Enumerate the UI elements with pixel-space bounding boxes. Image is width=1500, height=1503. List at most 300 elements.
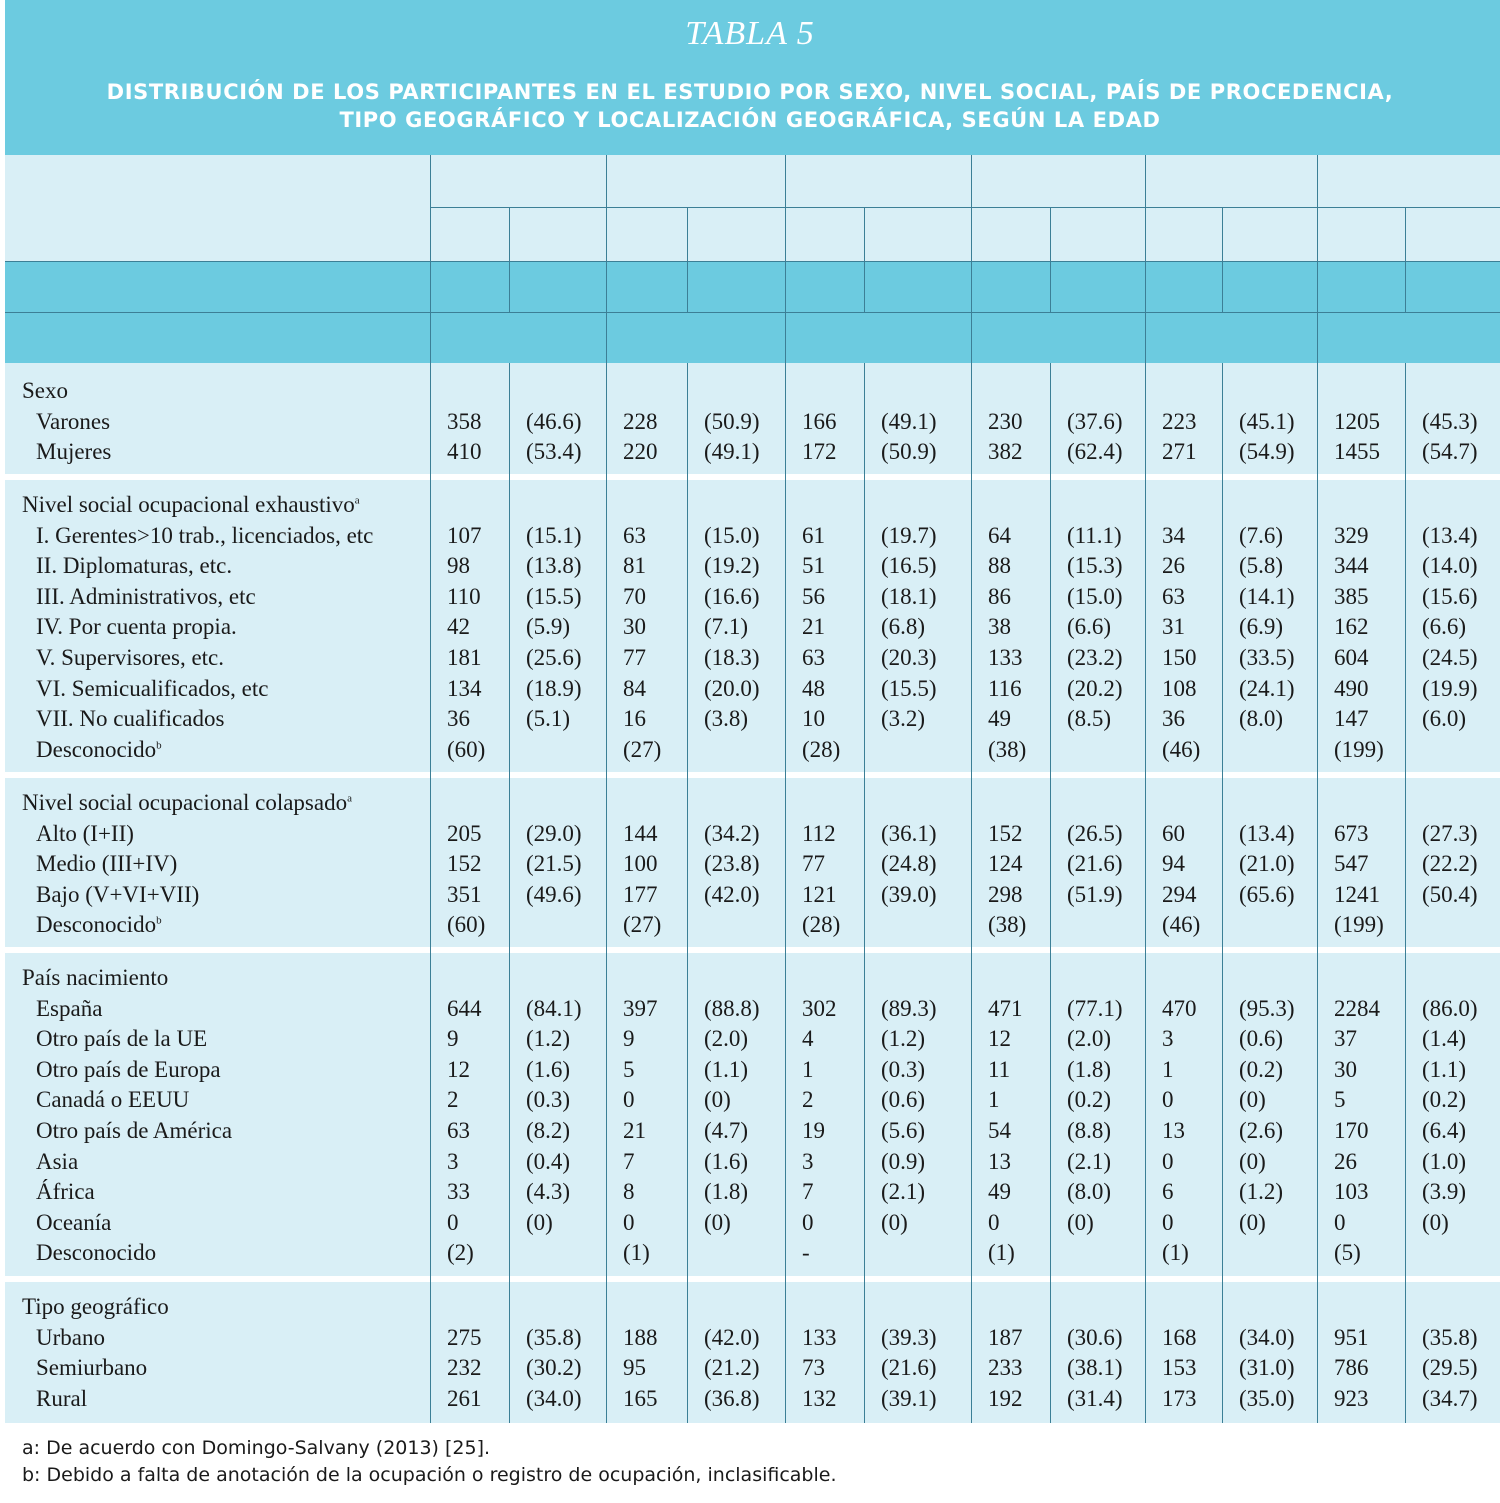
cell-pct: (8.8)	[1067, 1118, 1112, 1143]
cell-n: 188	[623, 1324, 658, 1350]
row-label	[36, 1024, 207, 1054]
cell-pct: (0.3)	[526, 1087, 571, 1113]
rule-inner-2	[687, 207, 688, 312]
footnote-marker: b	[156, 739, 162, 752]
rule-inner-3	[864, 207, 865, 312]
cell-pct: (34.0)	[526, 1385, 582, 1411]
cell-pct: (46.6)	[526, 408, 582, 434]
cell-n: 11	[988, 1056, 1011, 1082]
row-label-text: Mujeres	[36, 439, 112, 465]
cell-pct: (1.6)	[526, 1056, 571, 1082]
cell-n: (1)	[1162, 1240, 1189, 1266]
rule-group-header	[430, 207, 1500, 208]
cell-n: (27)	[623, 736, 662, 762]
cell-pct: (1.0)	[1422, 1148, 1467, 1174]
table-title	[0, 78, 1500, 134]
cell-pct: (42.0)	[704, 881, 760, 907]
cell-n: 8	[623, 1179, 635, 1205]
cell-pct: (29.5)	[1422, 1355, 1478, 1381]
cell-n: 170	[1334, 1118, 1369, 1143]
cell-pct: (19.7)	[881, 522, 937, 548]
rule-group-6	[1317, 155, 1318, 1423]
cell-n: 98	[447, 553, 470, 579]
cell-pct: (39.0)	[881, 881, 937, 907]
cell-n: 470	[1162, 995, 1197, 1021]
cell-n: 1241	[1334, 881, 1380, 907]
cell-pct: (2.0)	[704, 1026, 749, 1052]
cell-pct: (0)	[1239, 1148, 1266, 1174]
cell-n: 110	[447, 583, 481, 609]
rule-inner-1	[509, 207, 510, 312]
cell-n: 230	[988, 408, 1023, 434]
cell-n: (5)	[1334, 1240, 1361, 1266]
cell-n: 1	[988, 1087, 1000, 1113]
cell-n: 351	[447, 881, 482, 907]
cell-n: 19	[802, 1118, 825, 1143]
cell-n: 547	[1334, 851, 1369, 877]
cell-pct: (7.6)	[1239, 522, 1284, 548]
table-title-line-2: TIPO GEOGRÁFICO Y LOCALIZACIÓN GEOGRÁFICA, SEGÚN LA EDAD	[339, 108, 1161, 132]
cell-pct: (14.1)	[1239, 583, 1295, 609]
cell-n: 261	[447, 1385, 482, 1411]
row-label	[36, 1177, 95, 1207]
cell-n: 173	[1162, 1385, 1197, 1411]
cell-n: 1205	[1334, 408, 1380, 434]
cell-n: 63	[802, 645, 825, 670]
cell-n: 103	[1334, 1179, 1369, 1205]
cell-n: 5	[623, 1056, 635, 1082]
cell-pct: (95.3)	[1239, 995, 1295, 1021]
cell-n: 205	[447, 820, 482, 846]
rule-inner-5	[1222, 207, 1223, 312]
cell-pct: (23.2)	[1067, 645, 1123, 670]
rule-group-2	[606, 155, 607, 1423]
cell-pct: (15.0)	[704, 522, 760, 548]
row-label-text: Rural	[36, 1385, 88, 1411]
rule-inner-body-2	[687, 363, 688, 1423]
cell-n: 152	[447, 851, 482, 877]
row-label-text: Otro país de Europa	[36, 1056, 221, 1082]
row-label-text: Otro país de América	[36, 1118, 233, 1143]
cell-n: 77	[623, 645, 646, 670]
cell-n: 490	[1334, 675, 1369, 701]
cell-n: 12	[447, 1056, 470, 1082]
cell-pct: (88.8)	[704, 995, 760, 1021]
footnote-marker: a	[347, 792, 352, 805]
cell-pct: (0.2)	[1422, 1087, 1467, 1113]
cell-n: 12	[988, 1026, 1011, 1052]
cell-pct: (8.2)	[526, 1118, 571, 1143]
cell-n: 0	[623, 1087, 635, 1113]
cell-n: 150	[1162, 645, 1197, 670]
row-label-text: VII. No cualificados	[36, 706, 225, 732]
cell-n: 73	[802, 1355, 825, 1381]
cell-pct: (24.8)	[881, 851, 937, 877]
cell-pct: (5.1)	[526, 706, 571, 732]
cell-pct: (0.9)	[881, 1148, 926, 1174]
row-label	[36, 643, 224, 673]
cell-pct: (33.5)	[1239, 645, 1295, 670]
section-separator-3	[5, 947, 1500, 953]
cell-n: 4	[802, 1026, 814, 1052]
cell-pct: (8.0)	[1239, 706, 1284, 732]
cell-pct: (21.5)	[526, 851, 582, 877]
section-title-text: Sexo	[22, 378, 68, 403]
section-separator-1	[5, 474, 1500, 480]
row-label-text: Semiurbano	[36, 1355, 148, 1381]
cell-pct: (49.6)	[526, 881, 582, 907]
row-label	[36, 1238, 156, 1268]
cell-pct: (6.4)	[1422, 1118, 1467, 1143]
row-label	[36, 1147, 78, 1177]
cell-n: 187	[988, 1324, 1023, 1350]
cell-n: (38)	[988, 912, 1027, 938]
section-title	[22, 376, 68, 406]
cell-n: 3	[447, 1148, 459, 1174]
cell-n: 84	[623, 675, 646, 701]
cell-n: 1	[1162, 1056, 1174, 1082]
cell-n: 107	[447, 522, 482, 548]
cell-pct: (8.0)	[1067, 1179, 1112, 1205]
cell-n: 673	[1334, 820, 1369, 846]
cell-n: 95	[623, 1355, 646, 1381]
cell-pct: (13.4)	[1239, 820, 1295, 846]
cell-pct: (84.1)	[526, 995, 582, 1021]
cell-n: 382	[988, 439, 1023, 465]
cell-n: 48	[802, 675, 825, 701]
cell-n: 10	[802, 706, 825, 732]
cell-n: 133	[802, 1324, 837, 1350]
cell-pct: (5.8)	[1239, 553, 1284, 579]
cell-pct: (1.2)	[526, 1026, 571, 1052]
cell-n: 36	[1162, 706, 1185, 732]
cell-n: 49	[988, 1179, 1011, 1205]
cell-n: 471	[988, 995, 1023, 1021]
rule-todos	[5, 312, 1500, 313]
cell-pct: (51.9)	[1067, 881, 1123, 907]
cell-n: 116	[988, 675, 1022, 701]
cell-pct: (26.5)	[1067, 820, 1123, 846]
rule-inner-body-3	[864, 363, 865, 1423]
cell-n: (1)	[623, 1240, 650, 1266]
row-label	[36, 551, 232, 581]
cell-pct: (34.7)	[1422, 1385, 1478, 1411]
cell-n: 302	[802, 995, 837, 1021]
row-label-text: Alto (I+II)	[36, 820, 134, 846]
cell-pct: (50.9)	[881, 439, 937, 465]
row-label-text: III. Administrativos, etc	[36, 583, 256, 609]
cell-pct: (19.9)	[1422, 675, 1478, 701]
cell-pct: (54.7)	[1422, 439, 1478, 465]
cell-pct: (1.8)	[1067, 1056, 1112, 1082]
cell-n: 0	[988, 1209, 1000, 1235]
cell-pct: (3.2)	[881, 706, 926, 732]
cell-n: 223	[1162, 408, 1197, 434]
cell-pct: (2.1)	[1067, 1148, 1112, 1174]
cell-pct: (20.0)	[704, 675, 760, 701]
cell-n: 54	[988, 1118, 1011, 1143]
row-label-text: Otro país de la UE	[36, 1026, 208, 1052]
rule-group-3	[785, 155, 786, 1423]
cell-n: 165	[623, 1385, 658, 1411]
cell-n: 9	[623, 1026, 635, 1052]
cell-n: (28)	[802, 736, 841, 762]
row-label	[36, 674, 268, 704]
cell-pct: (21.6)	[881, 1355, 937, 1381]
cell-n: 2	[802, 1087, 814, 1113]
cell-n: 51	[802, 553, 825, 579]
rule-label-column	[430, 155, 431, 1423]
row-label-text: Medio (III+IV)	[36, 851, 178, 877]
cell-pct: (2.0)	[1067, 1026, 1112, 1052]
row-label-text: IV. Por cuenta propia.	[36, 614, 237, 640]
cell-n: 36	[447, 706, 470, 732]
cell-pct: (18.9)	[526, 675, 582, 701]
cell-n: (46)	[1162, 912, 1201, 938]
cell-n: 108	[1162, 675, 1197, 701]
cell-n: 6	[1162, 1179, 1174, 1205]
cell-pct: (25.6)	[526, 645, 582, 670]
cell-pct: (0)	[526, 1209, 553, 1235]
row-label	[36, 582, 256, 612]
cell-pct: (20.2)	[1067, 675, 1123, 701]
cell-pct: (20.3)	[881, 645, 937, 670]
cell-pct: (21.0)	[1239, 851, 1295, 877]
cell-n: 153	[1162, 1355, 1197, 1381]
footnote-marker: a	[354, 494, 360, 507]
cell-pct: (39.1)	[881, 1385, 937, 1411]
cell-n: 0	[1162, 1209, 1174, 1235]
cell-n: (60)	[447, 736, 486, 762]
cell-n: 166	[802, 408, 837, 434]
cell-pct: (0)	[704, 1209, 731, 1235]
cell-pct: (6.6)	[1422, 614, 1467, 640]
cell-n: 0	[1162, 1087, 1174, 1113]
row-label	[36, 612, 237, 642]
rule-group-4	[971, 155, 972, 1423]
cell-n: 181	[447, 645, 482, 670]
cell-n: 56	[802, 583, 825, 609]
cell-n: (1)	[988, 1240, 1015, 1266]
cell-pct: (49.1)	[704, 439, 760, 465]
cell-pct: (7.1)	[704, 614, 749, 640]
row-label-text: Urbano	[36, 1324, 105, 1350]
row-label-text: Asia	[36, 1148, 79, 1174]
footnote-marker: b	[156, 914, 162, 927]
cell-pct: (11.1)	[1067, 522, 1122, 548]
cell-n: 232	[447, 1355, 482, 1381]
cell-pct: (4.3)	[526, 1179, 571, 1205]
row-label-text: Desconocido	[36, 912, 157, 938]
section-separator-4	[5, 1276, 1500, 1282]
cell-n: 49	[988, 706, 1011, 732]
cell-n: 88	[988, 553, 1011, 579]
cell-n: 2	[447, 1087, 459, 1113]
cell-n: 192	[988, 1385, 1023, 1411]
cell-n: 220	[623, 439, 658, 465]
cell-pct: (15.5)	[526, 583, 582, 609]
cell-pct: (21.2)	[704, 1355, 760, 1381]
cell-pct: (0)	[1239, 1087, 1266, 1113]
cell-pct: (16.6)	[704, 583, 760, 609]
cell-n: 786	[1334, 1355, 1369, 1381]
cell-n: (2)	[447, 1240, 474, 1266]
cell-n: (28)	[802, 912, 841, 938]
cell-pct: (6.8)	[881, 614, 926, 640]
cell-pct: (35.0)	[1239, 1385, 1295, 1411]
cell-pct: (45.1)	[1239, 408, 1295, 434]
cell-pct: (3.9)	[1422, 1179, 1467, 1205]
row-label	[36, 1085, 189, 1115]
cell-n: 124	[988, 851, 1023, 877]
row-label-text: Desconocido	[36, 736, 157, 762]
cell-pct: (1.4)	[1422, 1026, 1467, 1052]
row-label-text: Desconocido	[36, 1240, 157, 1266]
cell-pct: (0)	[1239, 1209, 1266, 1235]
cell-pct: (35.8)	[526, 1324, 582, 1350]
cell-n: -	[802, 1240, 810, 1266]
cell-n: 70	[623, 583, 646, 609]
cell-n: 344	[1334, 553, 1369, 579]
cell-pct: (86.0)	[1422, 995, 1478, 1021]
cell-pct: (54.9)	[1239, 439, 1295, 465]
cell-pct: (45.3)	[1422, 408, 1478, 434]
cell-n: 31	[1162, 614, 1185, 640]
cell-n: 298	[988, 881, 1023, 907]
cell-pct: (37.6)	[1067, 408, 1123, 434]
cell-pct: (0.6)	[1239, 1026, 1284, 1052]
rule-inner-body-6	[1405, 363, 1406, 1423]
cell-pct: (0.2)	[1067, 1087, 1112, 1113]
cell-pct: (50.9)	[704, 408, 760, 434]
row-label	[36, 437, 111, 467]
cell-n: 410	[447, 439, 482, 465]
cell-n: 30	[623, 614, 646, 640]
cell-pct: (15.5)	[881, 675, 937, 701]
cell-pct: (1.1)	[704, 1056, 749, 1082]
cell-n: 3	[802, 1148, 814, 1174]
cell-pct: (89.3)	[881, 995, 937, 1021]
cell-n: 144	[623, 820, 658, 846]
cell-n: 121	[802, 881, 837, 907]
rule-group-5	[1145, 155, 1146, 1423]
cell-pct: (24.1)	[1239, 675, 1295, 701]
cell-pct: (18.1)	[881, 583, 937, 609]
cell-pct: (14.0)	[1422, 553, 1478, 579]
cell-pct: (2.6)	[1239, 1118, 1284, 1143]
cell-pct: (38.1)	[1067, 1355, 1123, 1381]
cell-n: 81	[623, 553, 646, 579]
cell-n: 9	[447, 1026, 459, 1052]
cell-pct: (30.2)	[526, 1355, 582, 1381]
cell-pct: (0)	[1422, 1209, 1449, 1235]
cell-n: 21	[623, 1118, 646, 1143]
footnote-1: a: De acuerdo con Domingo-Salvany (2013) [25].	[22, 1437, 491, 1459]
cell-pct: (22.2)	[1422, 851, 1478, 877]
cell-pct: (13.4)	[1422, 522, 1478, 548]
cell-n: 0	[802, 1209, 814, 1235]
cell-n: 275	[447, 1324, 482, 1350]
row-label	[36, 1116, 232, 1146]
cell-pct: (36.8)	[704, 1385, 760, 1411]
cell-pct: (15.3)	[1067, 553, 1123, 579]
cell-n: 2284	[1334, 995, 1380, 1021]
row-label	[36, 1353, 147, 1383]
cell-pct: (1.2)	[1239, 1179, 1284, 1205]
section-separator-2	[5, 772, 1500, 778]
cell-n: (60)	[447, 912, 486, 938]
cell-pct: (13.8)	[526, 553, 582, 579]
row-label-text: VI. Semicualificados, etc	[36, 675, 269, 701]
cell-n: 329	[1334, 522, 1369, 548]
cell-pct: (2.1)	[881, 1179, 926, 1205]
cell-pct: (0.2)	[1239, 1056, 1284, 1082]
cell-n: 3	[1162, 1026, 1174, 1052]
cell-pct: (1.1)	[1422, 1056, 1467, 1082]
cell-n: 162	[1334, 614, 1369, 640]
row-label	[36, 521, 373, 551]
cell-pct: (27.3)	[1422, 820, 1478, 846]
section-title	[22, 963, 168, 993]
row-label	[36, 849, 177, 879]
cell-n: 132	[802, 1385, 837, 1411]
cell-n: 94	[1162, 851, 1185, 877]
cell-n: (199)	[1334, 912, 1384, 938]
section-title-text: Tipo geográfico	[22, 1294, 169, 1319]
cell-n: 397	[623, 995, 658, 1021]
cell-pct: (0.4)	[526, 1148, 571, 1174]
rule-inner-body-5	[1222, 363, 1223, 1423]
cell-pct: (8.5)	[1067, 706, 1112, 732]
section-title-text: Nivel social ocupacional colapsado	[22, 790, 348, 815]
cell-n: 604	[1334, 645, 1369, 670]
row-label-text: Oceanía	[36, 1209, 112, 1235]
rule-inner-body-1	[509, 363, 510, 1423]
cell-pct: (49.1)	[881, 408, 937, 434]
cell-n: 77	[802, 851, 825, 877]
cell-n: 5	[1334, 1087, 1346, 1113]
cell-pct: (16.5)	[881, 553, 937, 579]
cell-n: 168	[1162, 1324, 1197, 1350]
cell-n: 134	[447, 675, 482, 701]
cell-pct: (15.6)	[1422, 583, 1478, 609]
row-label	[36, 1208, 111, 1238]
row-label	[36, 819, 134, 849]
cell-n: 0	[1334, 1209, 1346, 1235]
cell-pct: (34.2)	[704, 820, 760, 846]
cell-n: 26	[1162, 553, 1185, 579]
cell-pct: (4.7)	[704, 1118, 749, 1143]
rule-subheader	[5, 261, 1500, 262]
cell-n: 1	[802, 1056, 814, 1082]
cell-n: 33	[447, 1179, 470, 1205]
cell-pct: (19.2)	[704, 553, 760, 579]
row-label	[36, 407, 110, 437]
cell-pct: (6.0)	[1422, 706, 1467, 732]
cell-pct: (36.1)	[881, 820, 937, 846]
cell-pct: (53.4)	[526, 439, 582, 465]
cell-n: 294	[1162, 881, 1197, 907]
cell-n: 177	[623, 881, 658, 907]
cell-n: 133	[988, 645, 1023, 670]
cell-pct: (50.4)	[1422, 881, 1478, 907]
table-label: TABLA 5	[685, 15, 815, 52]
cell-pct: (23.8)	[704, 851, 760, 877]
row-label	[36, 1055, 221, 1085]
cell-pct: (1.2)	[881, 1026, 926, 1052]
row-label-text: África	[36, 1179, 95, 1205]
cell-n: 34	[1162, 522, 1185, 548]
